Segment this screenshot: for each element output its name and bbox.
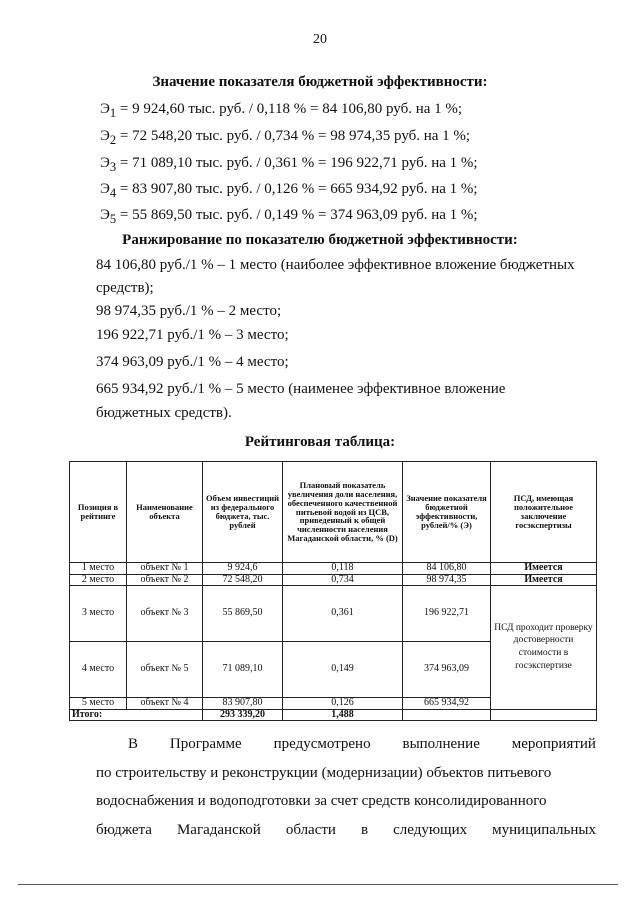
formula-subscript: 1 [109, 106, 117, 120]
formula-text: = 72 548,20 тыс. руб. / 0,734 % = 98 974,35 руб. на 1 %; [116, 128, 471, 144]
cell-value: 98 974,35 [403, 574, 491, 586]
table-row [70, 586, 597, 642]
ranking-line-6: 665 934,92 руб./1 % – 5 место (наименее эффективное вложение [96, 381, 506, 397]
table-row [70, 563, 597, 575]
cell-planned: 0,126 [283, 698, 403, 710]
header-psd: ПСД, имеющая положительное заключение госэкспертизы [491, 462, 597, 563]
ranking-line-7: бюджетных средств). [96, 405, 232, 421]
table-title: Рейтинговая таблица: [244, 434, 396, 450]
paragraph-word: Программе [169, 736, 242, 752]
cell-name: объект № 1 [127, 563, 203, 575]
header-position: Позиция в рейтинге [70, 462, 127, 563]
cell-position: 2 место [70, 574, 127, 586]
cell-position: 4 место [70, 642, 127, 698]
ranking-line-1: 84 106,80 руб./1 % – 1 место (наиболее эффективное вложение бюджетных [96, 257, 575, 273]
header-investment: Объем инвестиций из федерального бюджета, тыс. рублей [203, 462, 283, 563]
cell-position: 5 место [70, 698, 127, 710]
cell-value: 665 934,92 [403, 698, 491, 710]
cell-psd: Имеется [491, 574, 597, 586]
formula-text: = 9 924,60 тыс. руб. / 0,118 % = 84 106,80 руб. на 1 %; [116, 101, 463, 117]
paragraph-line-2: по строительству и реконструкции (модернизации) объектов питьевого [96, 765, 552, 781]
cell-investment: 83 907,80 [203, 698, 283, 710]
ranking-line-4: 196 922,71 руб./1 % – 3 место; [96, 327, 289, 343]
table-row [70, 574, 597, 586]
header-value: Значение показателя бюджетной эффективности, рублей/% (Э) [403, 462, 491, 563]
cell-planned: 0,361 [283, 586, 403, 642]
ranking-line-3: 98 974,35 руб./1 % – 2 место; [96, 303, 282, 319]
cell-investment: 71 089,10 [203, 642, 283, 698]
page-number: 20 [313, 32, 327, 47]
formula-text: = 71 089,10 тыс. руб. / 0,361 % = 196 922,71 руб. на 1 %; [116, 155, 478, 171]
formula-subscript: 5 [109, 212, 117, 226]
cell-name: объект № 2 [127, 574, 203, 586]
paragraph-word: области [285, 822, 336, 838]
efficiency-title: Значение показателя бюджетной эффективности: [152, 74, 488, 90]
table-header-row [70, 462, 597, 563]
formula-5 [100, 207, 478, 227]
paragraph-line-3: водоснабжения и водоподготовки за счет средств консолидированного [96, 793, 547, 809]
paragraph-word: следующих [393, 822, 468, 838]
cell-planned: 0,118 [283, 563, 403, 575]
cell-position: 1 место [70, 563, 127, 575]
cell-name: объект № 4 [127, 698, 203, 710]
ranking-line-5: 374 963,09 руб./1 % – 4 место; [96, 354, 289, 370]
paragraph-word: бюджета [96, 822, 152, 838]
formula-symbol: Э [100, 128, 110, 144]
formula-text: = 83 907,80 тыс. руб. / 0,126 % = 665 934,92 руб. на 1 %; [116, 181, 478, 197]
cell-value: 196 922,71 [403, 586, 491, 642]
total-investment: 293 339,20 [203, 709, 283, 721]
paragraph-word: предусмотрено [273, 736, 371, 752]
cell-position: 3 место [70, 586, 127, 642]
formula-3 [100, 155, 478, 175]
cell-name: объект № 5 [127, 642, 203, 698]
footer-divider [18, 884, 618, 885]
cell-psd: Имеется [491, 563, 597, 575]
cell-investment: 72 548,20 [203, 574, 283, 586]
paragraph-line-4 [96, 822, 596, 839]
cell-investment: 55 869,50 [203, 586, 283, 642]
ranking-title: Ранжирование по показателю бюджетной эффективности: [122, 232, 518, 248]
paragraph-word: Магаданской [176, 822, 261, 838]
header-name: Наименование объекта [127, 462, 203, 563]
total-planned: 1,488 [283, 709, 403, 721]
total-empty [491, 709, 597, 721]
rating-table [69, 461, 597, 721]
cell-name: объект № 3 [127, 586, 203, 642]
formula-2 [100, 128, 470, 148]
formula-subscript: 3 [109, 160, 117, 174]
formula-symbol: Э [100, 181, 110, 197]
formula-subscript: 4 [109, 186, 117, 200]
cell-planned: 0,734 [283, 574, 403, 586]
table-total-row [70, 709, 597, 721]
paragraph-word: муниципальных [492, 822, 596, 838]
formula-subscript: 2 [109, 133, 117, 147]
formula-symbol: Э [100, 101, 110, 117]
cell-psd-merged: ПСД проходит проверку достоверности стоимости в госэкспертизе [491, 586, 597, 710]
cell-value: 374 963,09 [403, 642, 491, 698]
formula-symbol: Э [100, 155, 110, 171]
cell-value: 84 106,80 [403, 563, 491, 575]
total-label: Итого: [70, 709, 203, 721]
formula-symbol: Э [100, 207, 110, 223]
paragraph-word: мероприятий [511, 736, 596, 752]
total-empty [403, 709, 491, 721]
paragraph-word: выполнение [402, 736, 480, 752]
formula-4 [100, 181, 478, 201]
paragraph-word: в [360, 822, 369, 838]
cell-planned: 0,149 [283, 642, 403, 698]
ranking-line-2: средств); [96, 280, 154, 296]
paragraph-line-1 [128, 736, 596, 753]
header-planned: Плановый показатель увеличения доли населения, обеспеченного качественной питьевой водой из ЦСВ, приведенный к общей численности населения Магаданской области, % (D) [283, 462, 403, 563]
cell-investment: 9 924,6 [203, 563, 283, 575]
formula-1 [100, 101, 462, 121]
paragraph-word: В [128, 736, 139, 752]
formula-text: = 55 869,50 тыс. руб. / 0,149 % = 374 963,09 руб. на 1 %; [116, 207, 478, 223]
